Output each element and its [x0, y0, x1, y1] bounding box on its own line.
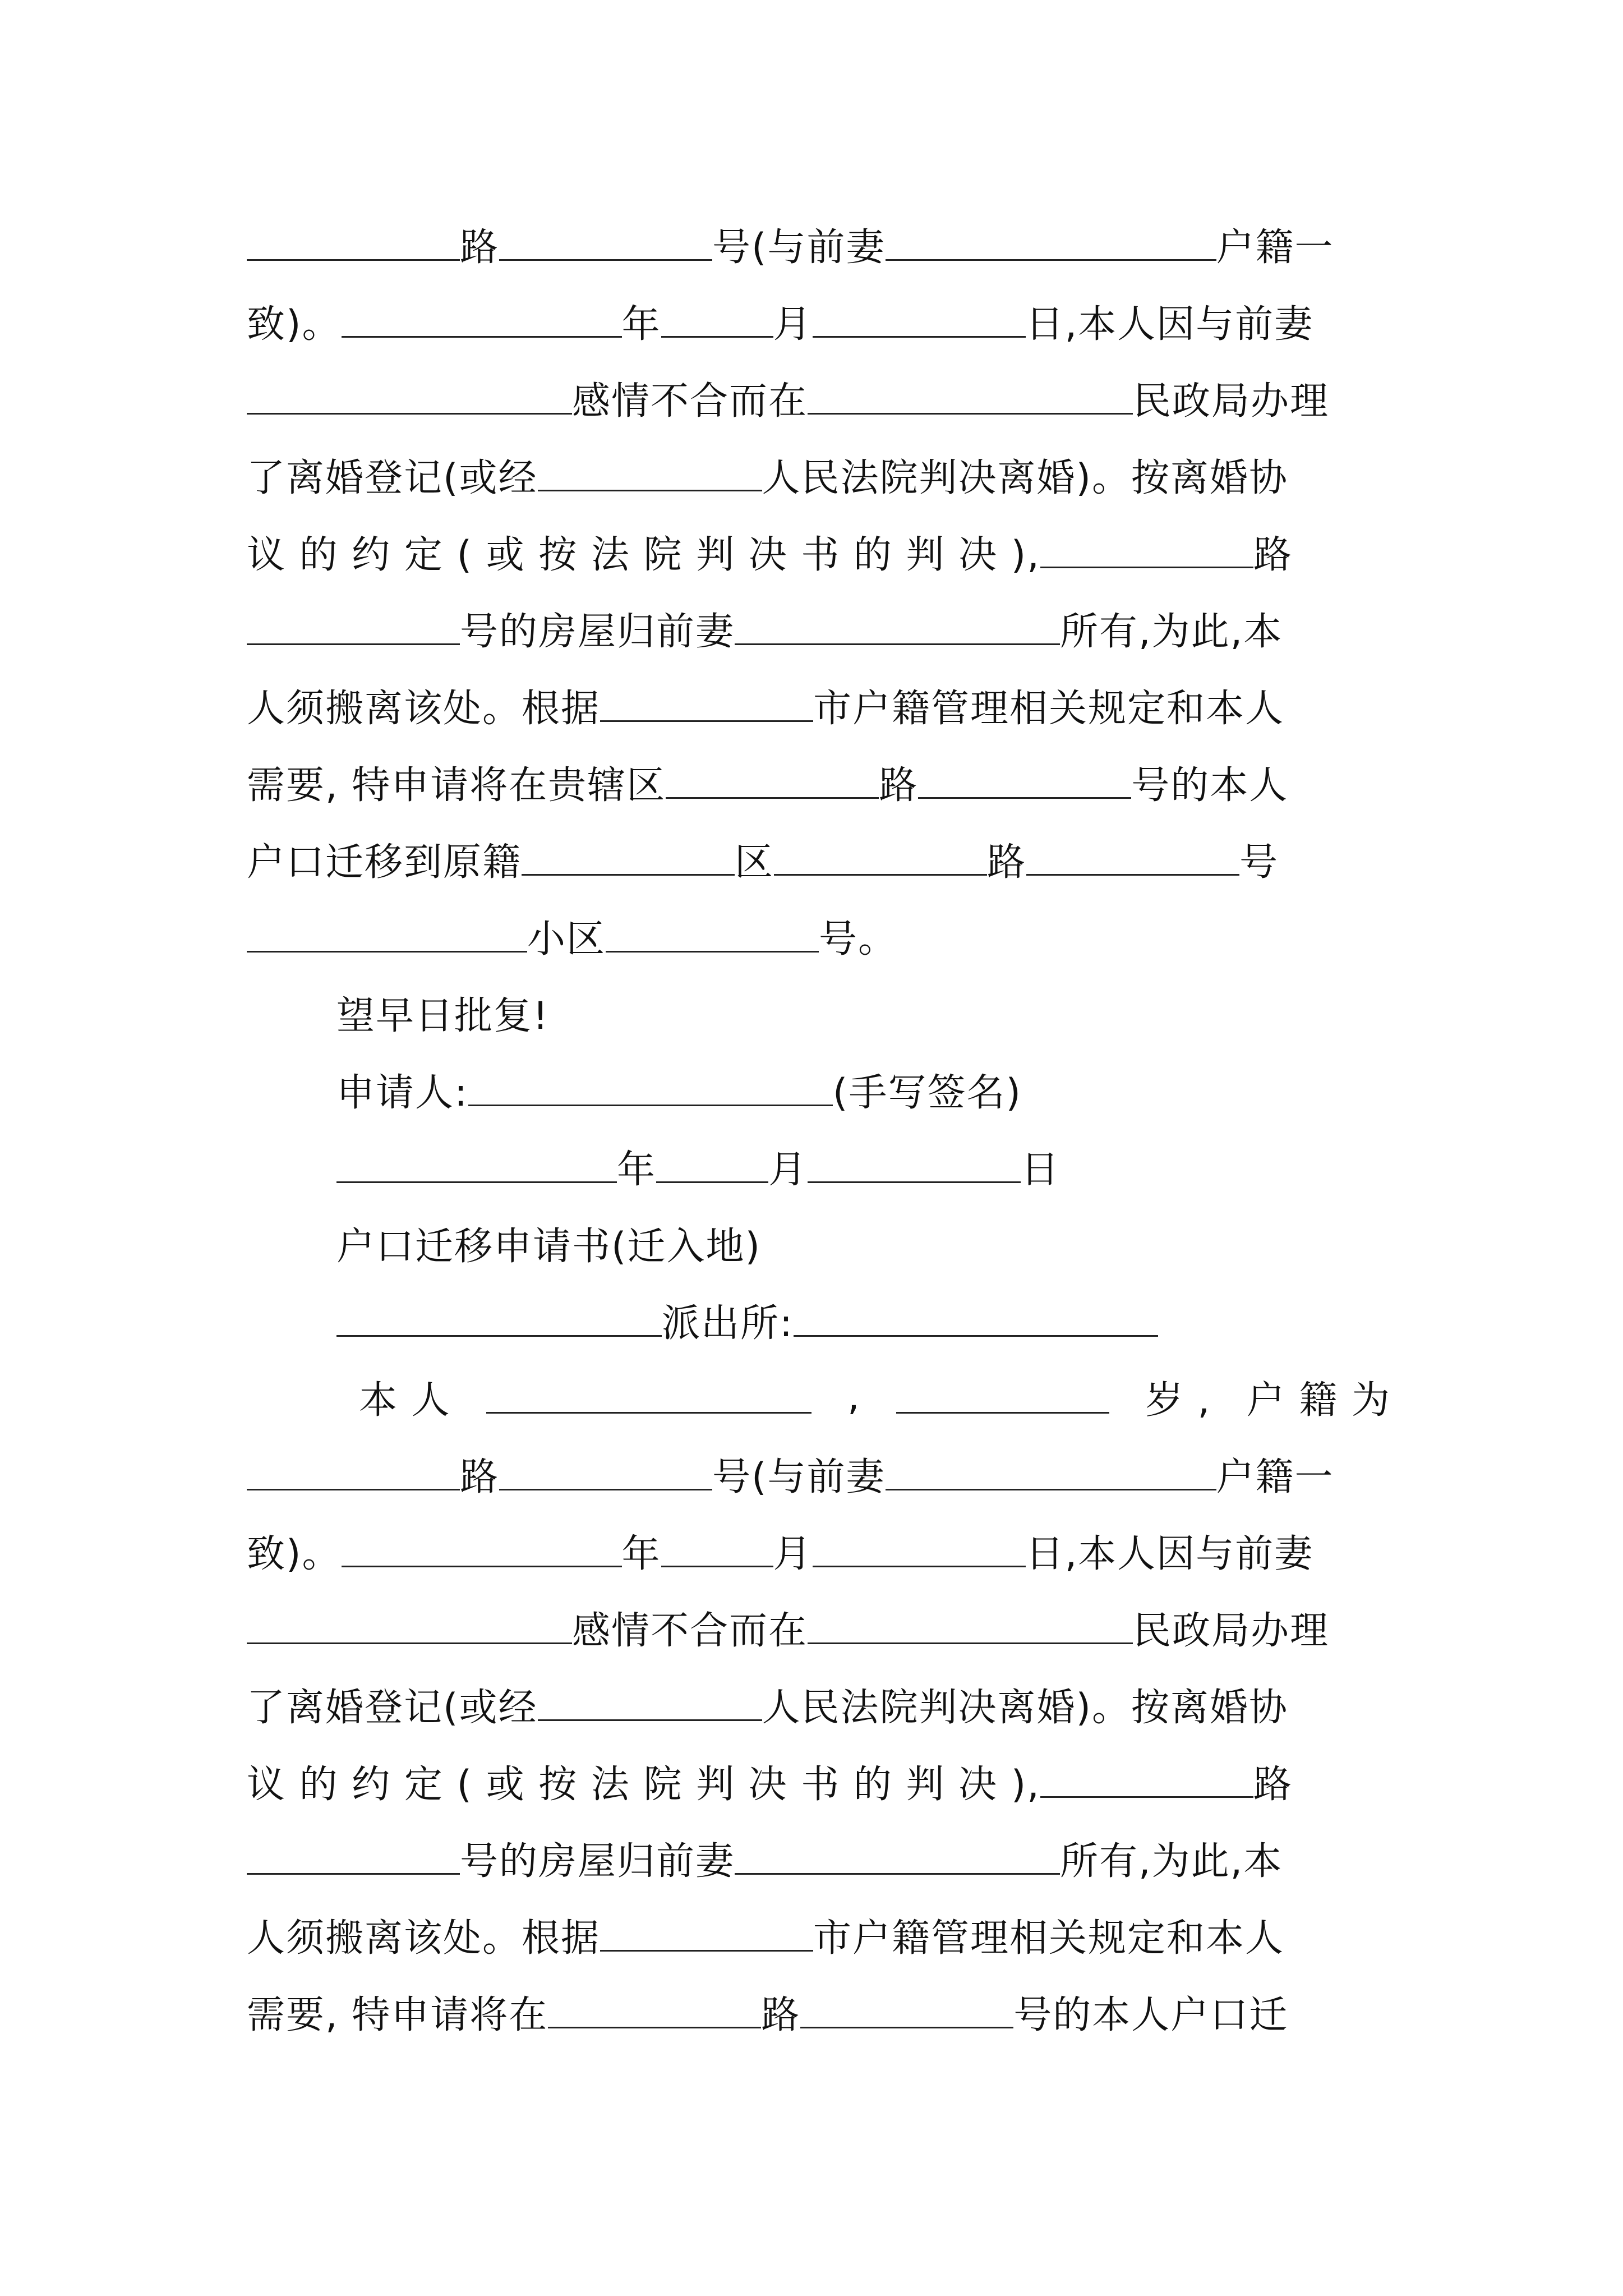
- text-segment: 感情不合而在: [572, 379, 808, 424]
- blank-field[interactable]: [735, 613, 1060, 645]
- text-segment: 路: [879, 763, 919, 808]
- text-segment: 年: [621, 302, 661, 347]
- blank-field[interactable]: [808, 382, 1133, 415]
- blank-field[interactable]: [666, 766, 879, 799]
- text-segment: 号。: [819, 917, 898, 961]
- text-line: [247, 436, 1391, 513]
- blank-field[interactable]: [538, 1688, 762, 1721]
- text-segment: 路: [460, 1455, 500, 1499]
- blank-field[interactable]: [1026, 843, 1239, 876]
- text-line: [247, 1973, 1391, 2050]
- blank-field[interactable]: [499, 1458, 712, 1490]
- blank-field[interactable]: [1040, 536, 1253, 568]
- blank-field[interactable]: [800, 1996, 1013, 2028]
- text-segment: 致)。: [247, 1532, 342, 1576]
- blank-field[interactable]: [522, 843, 735, 876]
- text-line: [336, 974, 1391, 1051]
- signature-field[interactable]: [468, 1074, 833, 1106]
- text-line: [247, 206, 1391, 283]
- blank-field[interactable]: [794, 1304, 1158, 1337]
- text-segment: 年: [621, 1532, 661, 1576]
- text-segment: 派出所:: [662, 1301, 794, 1346]
- text-line: [247, 1435, 1391, 1512]
- text-segment: 所有,为此,本: [1060, 610, 1283, 654]
- text-line: [247, 667, 1391, 744]
- blank-field[interactable]: [886, 1458, 1216, 1490]
- text-segment: 路: [987, 840, 1027, 885]
- text-segment: 月: [773, 1532, 813, 1576]
- text-segment: 致)。: [247, 302, 342, 347]
- text-segment: 区: [735, 840, 774, 885]
- blank-field[interactable]: [661, 305, 773, 338]
- blank-field[interactable]: [600, 1919, 813, 1952]
- text-segment: 户籍一: [1216, 226, 1334, 270]
- blank-field[interactable]: [813, 1535, 1026, 1567]
- text-line: [247, 1897, 1391, 1973]
- text-segment: 月: [768, 1148, 808, 1192]
- date-line: [336, 1128, 1391, 1205]
- applicant-label: 申请人:: [336, 1071, 468, 1115]
- blank-field[interactable]: [247, 920, 527, 953]
- text-segment: 民政局办理: [1133, 379, 1330, 424]
- text-segment: 号的房屋归前妻: [460, 610, 735, 654]
- text-line: [247, 744, 1391, 821]
- blank-field[interactable]: [606, 920, 819, 953]
- blank-field[interactable]: [918, 766, 1131, 799]
- text-line: [247, 590, 1391, 667]
- text-segment: 议 的 约 定 ( 或 按 法 院 判 决 书 的 判 决 ),: [247, 533, 1040, 577]
- text-line: [247, 513, 1391, 590]
- signature-line: [336, 1051, 1391, 1128]
- text-segment: 户籍一: [1216, 1455, 1334, 1499]
- text-segment: 需要, 特申请将在贵辖区: [247, 763, 666, 808]
- text-segment: 日,本人因与前妻: [1025, 1532, 1314, 1576]
- text-line: [247, 1589, 1391, 1666]
- blank-field[interactable]: [247, 1842, 460, 1875]
- blank-field[interactable]: [735, 1842, 1060, 1875]
- blank-field[interactable]: [661, 1535, 773, 1567]
- text-segment: 日: [1021, 1148, 1061, 1192]
- text-segment: 户 籍 为: [1246, 1378, 1391, 1423]
- day-field[interactable]: [808, 1151, 1021, 1183]
- text-line: [247, 1512, 1391, 1589]
- text-segment: 号(与前妻: [712, 1455, 886, 1499]
- blank-field[interactable]: [486, 1381, 811, 1414]
- text-segment: 年: [617, 1148, 657, 1192]
- text-segment: 民政局办理: [1133, 1609, 1330, 1653]
- text-line: [336, 1282, 1391, 1359]
- blank-field[interactable]: [247, 1458, 460, 1490]
- text-segment: 市户籍管理相关规定和本人: [813, 687, 1285, 731]
- blank-field[interactable]: [538, 459, 762, 491]
- blank-field[interactable]: [247, 613, 460, 645]
- month-field[interactable]: [656, 1151, 768, 1183]
- text-segment: 感情不合而在: [572, 1609, 808, 1653]
- text-segment: 号的房屋归前妻: [460, 1839, 735, 1884]
- text-segment: 号: [1239, 840, 1279, 885]
- text-segment: 人民法院判决离婚)。按离婚协: [762, 456, 1289, 500]
- text-line: [247, 898, 1391, 974]
- text-line: [247, 1666, 1391, 1743]
- blank-field[interactable]: [336, 1304, 662, 1337]
- blank-field[interactable]: [247, 228, 460, 261]
- text-line: [247, 283, 1391, 360]
- blank-field[interactable]: [247, 382, 572, 415]
- blank-field[interactable]: [342, 305, 622, 338]
- text-segment: 路: [761, 1993, 801, 2037]
- text-line: [247, 360, 1391, 436]
- text-segment: 了离婚登记(或经: [247, 456, 538, 500]
- text-segment: 望早日批复!: [336, 994, 550, 1038]
- text-segment: 人民法院判决离婚)。按离婚协: [762, 1686, 1289, 1730]
- text-segment: 路: [1253, 1763, 1293, 1807]
- text-segment: 议 的 约 定 ( 或 按 法 院 判 决 书 的 判 决 ),: [247, 1763, 1040, 1807]
- text-segment: 本 人: [359, 1378, 451, 1423]
- text-segment: 人须搬离该处。根据: [247, 687, 601, 731]
- text-line: [359, 1359, 1391, 1435]
- blank-field[interactable]: [896, 1381, 1109, 1414]
- text-segment: 号(与前妻: [712, 226, 886, 270]
- blank-field[interactable]: [1040, 1765, 1253, 1798]
- text-segment: 号的本人户口迁: [1013, 1993, 1289, 2037]
- blank-field[interactable]: [774, 843, 987, 876]
- blank-field[interactable]: [247, 1612, 572, 1644]
- text-segment: ,: [847, 1375, 861, 1419]
- text-segment: 日,本人因与前妻: [1025, 302, 1314, 347]
- section-heading: [336, 1205, 1391, 1282]
- text-line: [247, 821, 1391, 898]
- text-segment: 号的本人: [1131, 763, 1289, 808]
- text-line: [247, 1820, 1391, 1897]
- heading-text: 户口迁移申请书(迁入地): [336, 1225, 762, 1269]
- blank-field[interactable]: [808, 1612, 1133, 1644]
- blank-field[interactable]: [600, 689, 813, 722]
- blank-field[interactable]: [886, 228, 1216, 261]
- blank-field[interactable]: [548, 1996, 761, 2028]
- text-segment: 所有,为此,本: [1060, 1839, 1283, 1884]
- text-segment: 路: [460, 226, 500, 270]
- text-segment: 岁 ,: [1145, 1378, 1211, 1423]
- text-segment: 月: [773, 302, 813, 347]
- text-segment: 了离婚登记(或经: [247, 1686, 538, 1730]
- year-field[interactable]: [336, 1151, 617, 1183]
- text-segment: 需要, 特申请将在: [247, 1993, 548, 2037]
- blank-field[interactable]: [499, 228, 712, 261]
- text-segment: 路: [1253, 533, 1293, 577]
- blank-field[interactable]: [813, 305, 1026, 338]
- text-segment: 人须搬离该处。根据: [247, 1916, 601, 1961]
- text-line: [247, 1743, 1391, 1820]
- text-segment: 小区: [527, 917, 606, 961]
- text-segment: (手写签名): [832, 1071, 1022, 1115]
- blank-field[interactable]: [342, 1535, 622, 1567]
- text-segment: 户口迁移到原籍: [247, 840, 522, 885]
- text-segment: 市户籍管理相关规定和本人: [813, 1916, 1285, 1961]
